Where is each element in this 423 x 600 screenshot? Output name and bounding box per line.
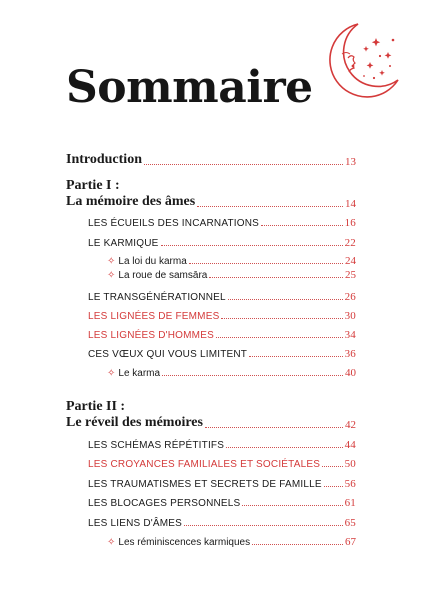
toc-page-number: 65	[344, 517, 356, 529]
leader-dots	[226, 446, 342, 448]
sparkle-bullet-icon: ✧	[107, 256, 116, 267]
toc-page-number: 61	[344, 497, 356, 509]
leader-dots	[162, 374, 343, 376]
toc-page-number: 50	[344, 458, 356, 470]
toc-page-number: 25	[345, 269, 356, 281]
toc-entry-label: CES VŒUX QUI VOUS LIMITENT	[88, 349, 248, 360]
crescent-moon-icon	[318, 18, 404, 104]
toc-page-number: 67	[345, 536, 356, 548]
toc-entry-label: LES CROYANCES FAMILIALES ET SOCIÉTALES	[88, 459, 321, 470]
toc-entry-label: LES TRAUMATISMES ET SECRETS DE FAMILLE	[88, 479, 322, 490]
toc-page-number: 26	[344, 291, 356, 303]
leader-dots	[184, 524, 343, 526]
part-heading: Partie I :	[66, 178, 120, 193]
toc-entry-label: LES LIGNÉES D'HOMMES	[88, 330, 214, 341]
leader-dots	[216, 336, 343, 338]
toc-entry-label: La loi du karma	[118, 256, 187, 267]
toc-entry-label: Les réminiscences karmiques	[118, 537, 251, 548]
toc-subentry[interactable]	[107, 536, 356, 548]
toc-entry-label: LE TRANSGÉNÉRATIONNEL	[88, 292, 226, 303]
leader-dots	[249, 355, 342, 357]
leader-dots	[209, 276, 343, 278]
toc-page-number: 13	[345, 156, 356, 168]
toc-page-number: 44	[344, 439, 356, 451]
toc-entry[interactable]	[88, 217, 356, 229]
toc-entry[interactable]	[88, 237, 356, 249]
toc-entry-label: Le karma	[118, 368, 161, 379]
toc-page-number: 40	[345, 367, 356, 379]
toc-entry-label: LES LIENS D'ÂMES	[88, 518, 183, 529]
toc-page-number: 56	[344, 478, 356, 490]
part-heading: Partie II :	[66, 399, 126, 414]
toc-entry[interactable]	[88, 497, 356, 509]
sparkle-bullet-icon: ✧	[107, 537, 116, 548]
leader-dots	[322, 465, 342, 467]
toc-entry-label: LES LIGNÉES DE FEMMES	[88, 311, 220, 322]
toc-subentry[interactable]	[107, 255, 356, 267]
toc-page-number: 36	[344, 348, 356, 360]
toc-entry-label: LES ÉCUEILS DES INCARNATIONS	[88, 218, 260, 229]
leader-dots	[189, 262, 343, 264]
sparkle-bullet-icon: ✧	[107, 368, 116, 379]
toc-entry-introduction[interactable]	[66, 152, 356, 168]
leader-dots	[144, 163, 343, 165]
toc-page-number: 42	[345, 419, 356, 431]
part-title: La mémoire des âmes	[66, 194, 196, 209]
toc-entry[interactable]	[88, 458, 356, 470]
toc-entry-label: LE KARMIQUE	[88, 238, 159, 249]
leader-dots	[242, 504, 342, 506]
toc-page-number: 34	[344, 329, 356, 341]
toc-entry[interactable]	[88, 291, 356, 303]
toc-page-number: 30	[344, 310, 356, 322]
leader-dots	[221, 317, 342, 319]
toc-entry-part1-title[interactable]	[66, 194, 356, 210]
toc-page-number: 22	[344, 237, 356, 249]
leader-dots	[228, 298, 343, 300]
toc-subentry[interactable]	[107, 269, 356, 281]
toc-entry[interactable]	[88, 478, 356, 490]
toc-entry[interactable]	[88, 310, 356, 322]
leader-dots	[252, 543, 343, 545]
toc-entry[interactable]	[88, 517, 356, 529]
toc-entry-label: La roue de samsāra	[118, 270, 208, 281]
toc-subentry[interactable]	[107, 367, 356, 379]
toc-page-number: 16	[344, 217, 356, 229]
toc-entry[interactable]	[88, 348, 356, 360]
toc-page-number: 14	[345, 198, 356, 210]
toc-entry-label: Introduction	[66, 152, 142, 167]
leader-dots	[261, 224, 343, 226]
toc-page-number: 24	[345, 255, 356, 267]
toc-entry-part2-title[interactable]	[66, 415, 356, 431]
toc-entry-label: LES BLOCAGES PERSONNELS	[88, 498, 241, 509]
part-title: Le réveil des mémoires	[66, 415, 203, 430]
toc-entry-label: LES SCHÉMAS RÉPÉTITIFS	[88, 440, 225, 451]
toc-entry[interactable]	[88, 329, 356, 341]
page-title: Sommaire	[66, 62, 313, 113]
leader-dots	[197, 205, 343, 207]
toc-entry[interactable]	[88, 439, 356, 451]
leader-dots	[324, 485, 343, 487]
sparkle-bullet-icon: ✧	[107, 270, 116, 281]
leader-dots	[161, 244, 343, 246]
leader-dots	[205, 426, 343, 428]
